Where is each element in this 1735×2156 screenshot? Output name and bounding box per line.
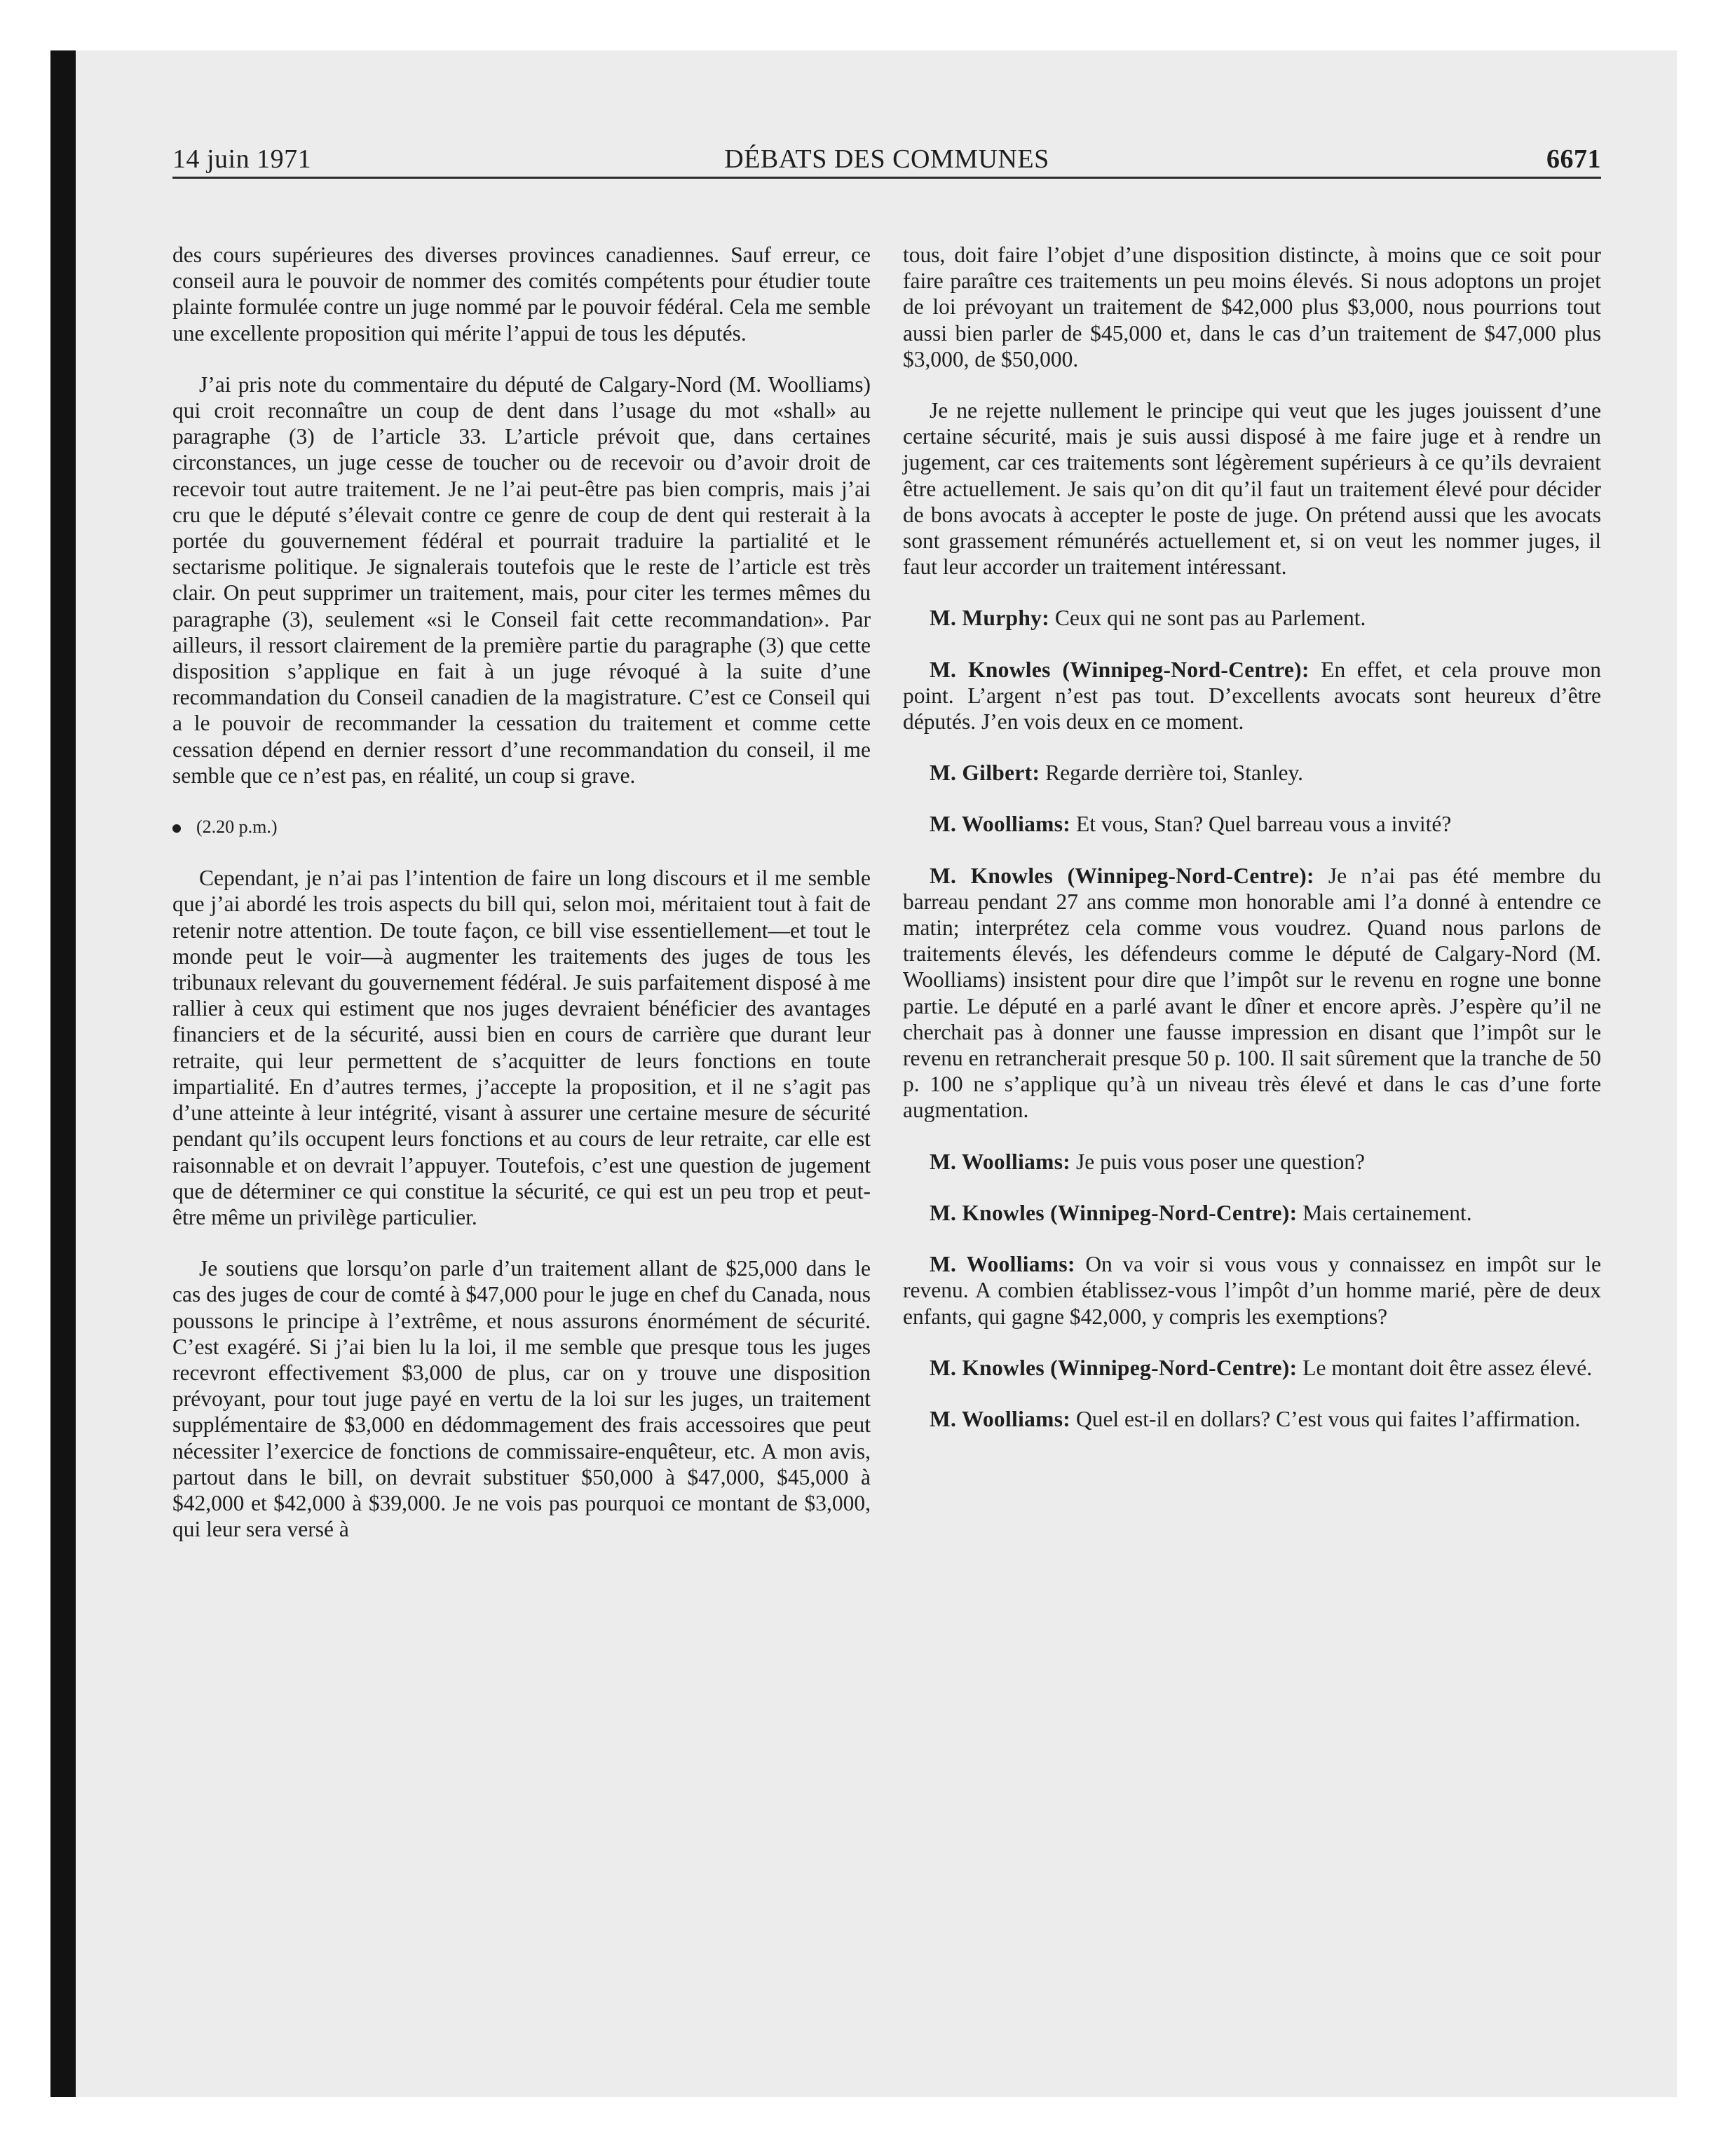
speech-text: Mais certainement. (1302, 1200, 1472, 1225)
speaker-name: M. Knowles (Winnipeg-Nord-Centre): (930, 1200, 1298, 1225)
timestamp (172, 814, 871, 840)
speaker-name: M. Woolliams: (930, 1406, 1071, 1431)
speech (903, 605, 1601, 631)
speaker-name: M. Knowles (Winnipeg-Nord-Centre): (930, 1355, 1298, 1380)
speech (903, 1200, 1601, 1226)
speech-text: Et vous, Stan? Quel barreau vous a invité? (1075, 812, 1452, 837)
speech-text: Je n’ai pas été membre du barreau pendant 27 ans comme mon honorable ami l’a donné à entendre ce matin; interprétez cela comme vous voudrez. Quand nous parlons de traitements élevés, les défendeurs comme le député de Calgary-Nord (M. Woolliams) insistent pour dire que l’impôt sur le revenu en rogne une bonne partie. Le député en a parlé avant le dîner et encore après. J’espère qu’il ne cherchait pas à donner une fausse impression en disant que l’impôt sur le revenu en retrancherait presque 50 p. 100. Il sait sûrement que la tranche de 50 p. 100 ne s’applique qu’à un niveau très élevé et dans le cas d’une forte augmentation. (903, 863, 1601, 1123)
speaker-name: M. Woolliams: (930, 812, 1071, 837)
speech-text: Quel est-il en dollars? C’est vous qui faites l’affirmation. (1075, 1406, 1581, 1431)
speaker-name: M. Gilbert: (930, 760, 1040, 786)
header-rule (172, 177, 1601, 179)
speech-text: En effet, et cela prouve mon point. L’argent n’est pas tout. D’excellents avocats sont heureux d’être députés. J’en vois deux en ce moment. (903, 657, 1601, 735)
paragraph: Je soutiens que lorsqu’on parle d’un traitement allant de $25,000 dans le cas des juges de cour de comté à $47,000 pour le juge en chef du Canada, nous poussons le principe à l’extrême, et nous assurons énormément de sécurité. C’est exagéré. Si j’ai bien lu la loi, il me semble que presque tous les juges recevront effectivement $3,000 de plus, car on y trouve une disposition prévoyant, pour tout juge payé en vertu de la loi sur les juges, un traitement supplémentaire de $3,000 en dédommagement des frais accessoires que peut nécessiter l’exercice de fonctions de commissaire-enquêteur, etc. A mon avis, partout dans le bill, on devrait substituer $50,000 à $47,000, $45,000 à $42,000 et $42,000 à $39,000. Je ne vois pas pourquoi ce montant de $3,000, qui leur sera versé à (172, 1256, 871, 1542)
page-header (172, 144, 1601, 186)
speech (903, 1149, 1601, 1175)
paragraph: des cours supérieures des diverses provinces canadiennes. Sauf erreur, ce conseil aura le pouvoir de nommer des comités compétents pour étudier toute plainte formulée contre un juge nommé par le pouvoir fédéral. Cela me semble une excellente proposition qui mérite l’appui de tous les députés. (172, 243, 871, 346)
speech (903, 863, 1601, 1124)
speech (903, 760, 1601, 786)
page-number: 6671 (1546, 144, 1601, 174)
right-column (903, 242, 1601, 1457)
paragraph: Cependant, je n’ai pas l’intention de faire un long discours et il me semble que j’ai abordé les trois aspects du bill qui, selon moi, méritaient tout à fait de retenir notre attention. De toute façon, ce bill vise essentiellement—et tout le monde peut le voir—à augmenter les traitements des juges de tous les tribunaux relevant du gouvernement fédéral. Je suis parfaitement disposé à me rallier à ceux qui estiment que nos juges devraient bénéficier des avantages financiers et de la sécurité, aussi bien en cours de carrière que durant leur retraite, qui leur permettent de s’acquitter de leurs fonctions en toute impartialité. En d’autres termes, j’accepte la proposition, et il ne s’agit pas d’une atteinte à leur intégrité, visant à assurer une certaine mesure de sécurité pendant qu’ils occupent leurs fonctions et au cours de leur retraite, car elle est raisonnable et on devrait l’appuyer. Toutefois, c’est une question de jugement que de déterminer ce qui constitue la sécurité, ce qui est un peu trop et peut-être même un privilège particulier. (172, 866, 871, 1229)
bullet-icon (172, 824, 181, 833)
speech (903, 1406, 1601, 1432)
paragraph: J’ai pris note du commentaire du député de Calgary-Nord (M. Woolliams) qui croit reconnaître un coup de dent dans l’usage du mot «shall» au paragraphe (3) de l’article 33. L’article prévoit que, dans certaines circonstances, un juge cesse de toucher ou de recevoir ou d’avoir droit de recevoir tout autre traitement. Je ne l’ai peut-être pas bien compris, mais j’ai cru que le député s’élevait contre ce genre de coup de dent qui resterait à la portée du gouvernement fédéral et pourrait traduire la partialité et le sectarisme politique. Je signalerais toutefois que le reste de l’article est très clair. On peut supprimer un traitement, mais, pour citer les termes mêmes du paragraphe (3), seulement «si le Conseil fait cette recommandation». Par ailleurs, il ressort clairement de la première partie du paragraphe (3) que cette disposition s’applique en fait à un juge révoqué à la suite d’une recommandation du Conseil canadien de la magistrature. C’est ce Conseil qui a le pouvoir de recommander la cessation du traitement et comme cette cessation dépend en dernier ressort d’une recommandation du conseil, il me semble que ce n’est pas, en réalité, un coup si grave. (172, 371, 871, 788)
speech-text: Ceux qui ne sont pas au Parlement. (1054, 606, 1366, 631)
timestamp-text: (2.20 p.m.) (196, 817, 278, 838)
speaker-name: M. Knowles (Winnipeg-Nord-Centre): (930, 657, 1309, 682)
paragraph: tous, doit faire l’objet d’une disposition distincte, à moins que ce soit pour faire paraître ces traitements un peu moins élevés. Si nous adoptons un projet de loi prévoyant un traitement de $42,000 plus $3,000, nous pourrions tout aussi bien parler de $45,000 et, dans le cas d’un traitement de $47,000 plus $3,000, de $50,000. (903, 243, 1601, 371)
speech-text: Le montant doit être assez élevé. (1302, 1355, 1593, 1380)
speech-text: Je puis vous poser une question? (1075, 1149, 1366, 1174)
header-title: DÉBATS DES COMMUNES (724, 144, 1049, 174)
speech (903, 1355, 1601, 1381)
speaker-name: M. Woolliams: (930, 1149, 1071, 1174)
speech (903, 657, 1601, 735)
speech (903, 1251, 1601, 1330)
speaker-name: M. Murphy: (930, 606, 1049, 631)
speech (903, 811, 1601, 837)
header-date: 14 juin 1971 (172, 144, 312, 174)
speech-text: On va voir si vous vous y connaissez en impôt sur le revenu. A combien établissez-vous l’impôt d’un homme marié, père de deux enfants, qui gagne $42,000, y compris les exemptions? (903, 1252, 1602, 1329)
speaker-name: M. Woolliams: (930, 1252, 1075, 1277)
paragraph: Je ne rejette nullement le principe qui veut que les juges jouissent d’une certaine sécurité, mais je suis aussi disposé à me faire juge et à rendre un jugement, car ces traitements sont légèrement supérieurs à ce qu’ils devraient être actuellement. Je sais qu’on dit qu’il faut un traitement élevé pour décider de bons avocats à accepter le poste de juge. On prétend aussi que les avocats sont grassement rémunérés actuellement et, si on veut les nommer juges, il faut leur accorder un traitement intéressant. (903, 398, 1601, 580)
scan-edge (50, 50, 76, 2097)
left-column (172, 242, 871, 1567)
speaker-name: M. Knowles (Winnipeg-Nord-Centre): (930, 863, 1314, 888)
speech-text: Regarde derrière toi, Stanley. (1045, 760, 1304, 786)
